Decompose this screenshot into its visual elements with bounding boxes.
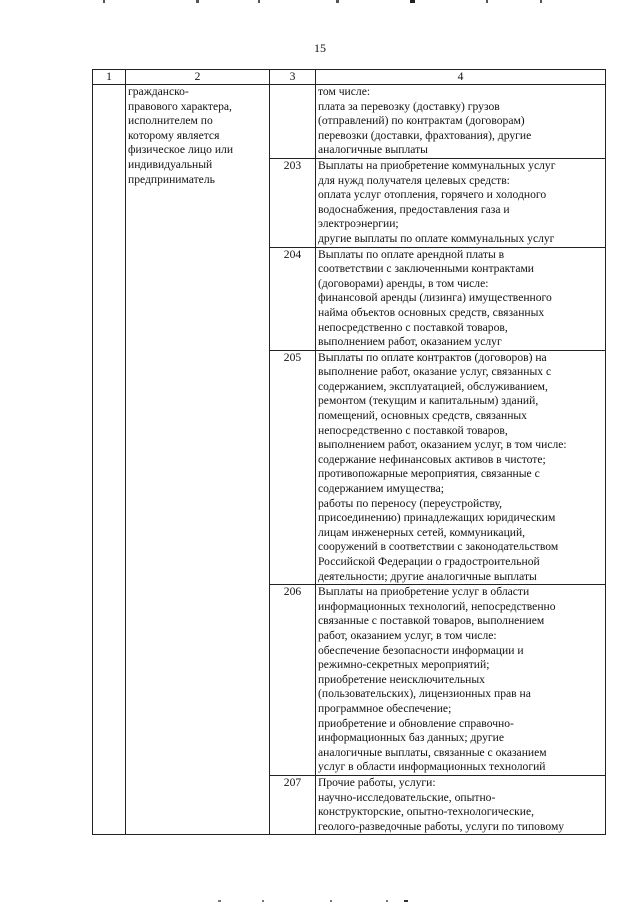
description-line: работы по переносу (переустройству,	[318, 496, 503, 510]
scan-artifact-bottom	[0, 898, 640, 905]
code-cell: 206	[270, 585, 316, 776]
col2-line: правового характера,	[128, 99, 232, 113]
code-cell: 205	[270, 350, 316, 585]
description-line: лицам инженерных сетей, коммуникаций,	[318, 525, 526, 539]
code-cell: 207	[270, 775, 316, 834]
col2-line: гражданско-	[128, 85, 189, 98]
description-line: Выплаты на приобретение коммунальных услуг	[318, 158, 556, 172]
header-col-3: 3	[270, 70, 316, 85]
description-line: электроэнергии;	[318, 217, 399, 231]
description-line: геолого-разведочные работы, услуги по типовому	[318, 819, 565, 833]
description-line: непосредственно с поставкой товаров,	[318, 423, 508, 437]
table-header-row	[93, 70, 606, 85]
description-line: найма объектов основных средств, связанных	[318, 305, 545, 319]
code-cell: 204	[270, 247, 316, 350]
description-cell	[316, 247, 606, 350]
col2-line: которому является	[128, 128, 220, 142]
description-line: перевозки (доставки, фрахтования), другие	[318, 128, 532, 142]
description-line: содержанием имущества;	[318, 482, 444, 496]
description-line: том числе:	[318, 85, 371, 98]
description-line: оплата услуг отопления, горячего и холодного	[318, 188, 547, 202]
page-number: 15	[314, 41, 326, 55]
description-line: сооружений в соответствии с законодательством	[318, 540, 559, 554]
description-line: соответствии с заключенными контрактами	[318, 262, 535, 276]
description-cell	[316, 775, 606, 834]
description-line: конструкторские, опытно-технологические,	[318, 805, 535, 819]
description-line: выполнение работ, оказание услуг, связанных с	[318, 365, 552, 379]
description-line: аналогичные выплаты	[318, 143, 428, 157]
description-line: режимно-секретных мероприятий;	[318, 658, 490, 672]
description-line: деятельности; другие аналогичные выплаты	[318, 569, 537, 583]
description-line: водоснабжения, предоставления газа и	[318, 202, 510, 216]
scan-artifact-top	[0, 0, 640, 6]
description-line: услуг в области информационных технологий	[318, 760, 546, 774]
header-col-2: 2	[126, 70, 270, 85]
col2-line: предприниматель	[128, 172, 215, 186]
header-col-4: 4	[316, 70, 606, 85]
description-line: программное обеспечение;	[318, 701, 452, 715]
col2-cell	[126, 85, 270, 835]
description-line: другие выплаты по оплате коммунальных услуг	[318, 231, 555, 245]
description-line: Выплаты по оплате арендной платы в	[318, 247, 505, 261]
description-line: ремонтом (текущим и капитальным) зданий,	[318, 394, 539, 408]
description-line: (договорами) аренды, в том числе:	[318, 276, 489, 290]
col1-cell	[93, 85, 126, 835]
description-cell	[316, 585, 606, 776]
header-col-1: 1	[93, 70, 126, 85]
description-line: работ, оказанием услуг, в том числе:	[318, 628, 497, 642]
description-line: противопожарные мероприятия, связанные с	[318, 467, 540, 481]
description-line: непосредственно с поставкой товаров,	[318, 320, 508, 334]
description-line: выполнением работ, оказанием услуг	[318, 335, 502, 349]
description-line: Выплаты по оплате контрактов (договоров) на	[318, 350, 547, 364]
description-line: помещений, основных средств, связанных	[318, 409, 527, 423]
budget-classification-table	[92, 69, 606, 835]
description-line: присоединению) принадлежащих юридическим	[318, 511, 556, 525]
description-line: Прочие работы, услуги:	[318, 775, 436, 789]
description-line: (отправлений) по контрактам (договорам)	[318, 114, 525, 128]
description-line: (пользовательских), лицензионных прав на	[318, 687, 531, 701]
table-row	[93, 85, 606, 159]
description-line: научно-исследовательские, опытно-	[318, 790, 496, 804]
description-line: Российской Федерации о градостроительной	[318, 555, 540, 568]
description-line: связанные с поставкой товаров, выполнением	[318, 614, 545, 628]
description-line: приобретение и обновление справочно-	[318, 716, 514, 730]
col2-line: исполнителем по	[128, 114, 213, 128]
description-line: информационных баз данных; другие	[318, 731, 504, 745]
description-line: для нужд получателя целевых средств:	[318, 173, 510, 187]
col2-line: физическое лицо или	[128, 143, 234, 157]
code-cell	[270, 85, 316, 159]
description-line: Выплаты на приобретение услуг в области	[318, 585, 530, 599]
description-line: плата за перевозку (доставку) грузов	[318, 99, 500, 113]
description-line: содержанием, эксплуатацией, обслуживанием,	[318, 379, 548, 393]
description-line: приобретение неисключительных	[318, 672, 485, 686]
description-cell	[316, 85, 606, 159]
description-line: обеспечение безопасности информации и	[318, 643, 524, 657]
description-line: финансовой аренды (лизинга) имущественного	[318, 291, 552, 305]
description-line: выполнением работ, оказанием услуг, в том числе:	[318, 438, 567, 452]
col2-line: индивидуальный	[128, 157, 213, 171]
description-cell	[316, 158, 606, 247]
description-line: содержание нефинансовых активов в чистоте;	[318, 452, 546, 466]
description-line: аналогичные выплаты, связанные с оказанием	[318, 745, 547, 759]
description-cell	[316, 350, 606, 585]
description-line: информационных технологий, непосредственно	[318, 599, 556, 613]
code-cell: 203	[270, 158, 316, 247]
